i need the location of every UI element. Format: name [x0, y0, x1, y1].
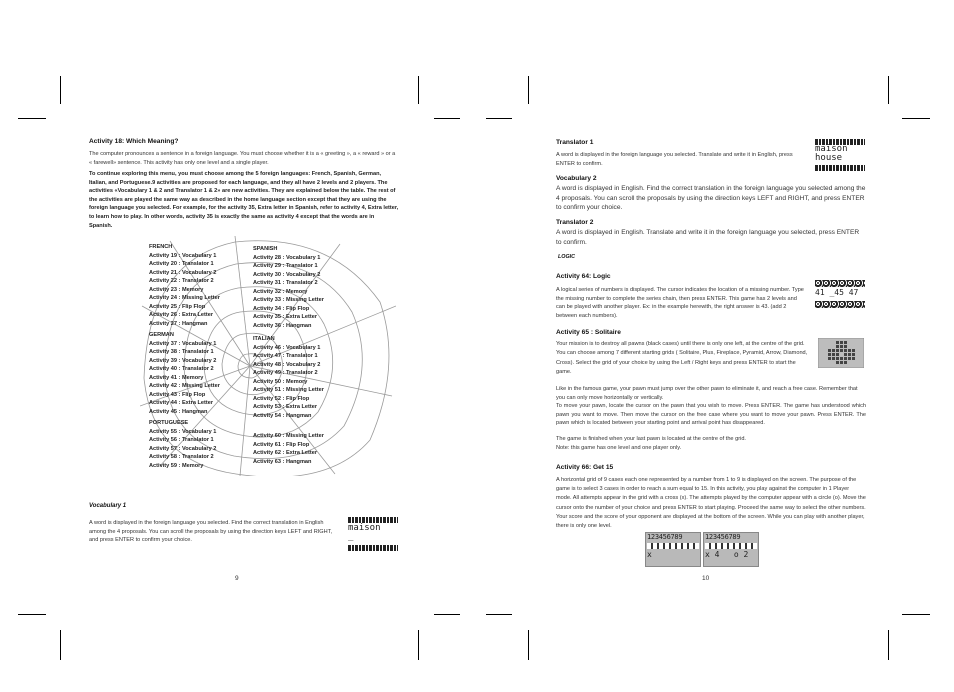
vocabulary-2-text: A word is displayed in English. Find the correct translation in the foreign language you selected among the 4 proposals. You can scroll the proposals by using the direction keys LEFT and RIGHT, and press ENTER to confirm your choice.: [556, 185, 866, 212]
french-item: Activity 22 : Translator 2: [149, 278, 214, 284]
crop-mark: [18, 118, 46, 119]
page-number-10: 10: [702, 575, 710, 582]
screen-score: x 4 o 2: [705, 550, 749, 559]
screen-icon-row: [815, 280, 865, 287]
vocabulary-1-title: Vocabulary 1: [89, 503, 127, 509]
french-item: Activity 25 : Flip Flop: [149, 303, 206, 310]
activity-65-text-4: The game is finished when your last pawn is located at the centre of the grid.: [556, 436, 746, 442]
german-item: Activity 41 : Memory: [149, 374, 204, 381]
italian-item: Activity 51 : Missing Letter: [253, 387, 324, 393]
activity-64-title: Activity 64: Logic: [556, 273, 611, 280]
german-item: Activity 37 : Vocabulary 1: [149, 340, 217, 347]
portuguese-item: Activity 56 : Translator 1: [149, 437, 214, 443]
translator-2-title: Translator 2: [556, 219, 594, 226]
french-item: Activity 19 : Vocabulary 1: [149, 252, 217, 259]
german-title: GERMAN: [149, 332, 174, 338]
extra-item: Activity 61 : Flip Flop: [253, 441, 310, 448]
crop-mark: [888, 76, 889, 104]
screen-digits: 123456789: [705, 533, 741, 541]
activity-65-title: Activity 65 : Solitaire: [556, 329, 621, 336]
screen-icon-row: [348, 545, 398, 551]
french-item: Activity 23 : Memory: [149, 286, 204, 293]
screen-icon-row: [815, 165, 865, 171]
german-activities-list: [149, 331, 220, 416]
crop-mark: [434, 614, 460, 615]
crop-mark: [434, 118, 460, 119]
crop-mark: [528, 76, 529, 104]
continue-text: To continue exploring this menu, you must choose among the 5 foreign languages: French, Spanish, German, Italian, and Portuguese.9 activities are proposed for each language, and they all have 2 levels and 2 players. The activities «Vocabulary 1 & 2 and Translator 1 & 2» are new activities. They are explained below the table. The rest of the activities are played the same way as described in the home language section except that they are using the foreign language you selected. For example, for the activity 35, Extra letter in Spanish, refer to activity 4, Extra letter, to learn how to play. In other words, activity 35 is exactly the same as activity 4 except that the words are in Spanish.: [89, 171, 399, 229]
screen-series: 41 _45 47: [815, 288, 859, 297]
translator-1-text: A word is displayed in the foreign language you selected. Translate and write it in English, press ENTER to confirm.: [556, 152, 793, 167]
german-item: Activity 39 : Vocabulary 2: [149, 357, 217, 364]
activity-18-text: The computer pronounces a sentence in a foreign language. You must choose whether it is a « greeting », a « reward » or a « farewell» sentence. This activity has only one level and a single player.: [89, 151, 396, 166]
crop-mark: [60, 76, 61, 104]
german-item: Activity 40 : Translator 2: [149, 366, 214, 372]
italian-item: Activity 48 : Vocabulary 2: [253, 361, 321, 368]
activity-65-text-3: To move your pawn, locate the cursor on the pawn that you wish to move. Press ENTER. The game has understood which pawn you want to move. Then move the cursor on the free case where you want to move your pawn. Press ENTER. The pawn which is located between your starting point and arrival point has disappeared.: [556, 403, 866, 427]
italian-item: Activity 46 : Vocabulary 1: [253, 344, 321, 351]
vocabulary-1-text: A word is displayed in the foreign language you selected. Find the correct translation in English among the 4 proposals. You can scroll the proposals by using the direction keys LEFT and RIGHT, and press ENTER to confirm your choice.: [89, 520, 333, 544]
crop-mark: [418, 76, 419, 104]
screen-word: maison: [815, 144, 848, 154]
activity-66-title: Activity 66: Get 15: [556, 464, 614, 471]
spanish-item: Activity 35 : Extra Letter: [253, 314, 318, 320]
translator-1-screen: [815, 139, 865, 179]
italian-item: Activity 54 : Hangman: [253, 412, 312, 419]
french-item: Activity 20 : Translator 1: [149, 261, 214, 267]
german-item: Activity 43 : Flip Flop: [149, 391, 206, 398]
activity-65-text-1: Your mission is to destroy all pawns (black cases) until there is only one left, at the centre of the grid. You can choose among 7 different starting grids ( Solitaire, Plus, Fireplace, Pyramid, Arrow, Diamond, Cross). Select the grid of your choice by using the Left / Right keys and press ENTER to start the game.: [556, 341, 808, 376]
portuguese-title: PORTUGUESE: [149, 420, 189, 426]
crop-mark: [902, 614, 930, 615]
extra-item: Activity 60 : Missing Letter: [253, 433, 324, 439]
logic-section-label: LOGIC: [558, 254, 576, 260]
portuguese-item: Activity 57 : Vocabulary 2: [149, 445, 217, 452]
italian-title: ITALIAN: [253, 336, 275, 342]
crop-mark: [528, 630, 529, 660]
spanish-item: Activity 36 : Hangman: [253, 322, 312, 329]
screen-word: maison: [348, 523, 381, 533]
spanish-item: Activity 32 : Memory: [253, 288, 308, 295]
activity-64-screen: [815, 280, 865, 316]
crop-mark: [486, 118, 512, 119]
spanish-item: Activity 29 : Translator 1: [253, 263, 318, 269]
crop-mark: [18, 614, 46, 615]
get-15-screen-1: [645, 532, 701, 567]
italian-item: Activity 49 : Translator 2: [253, 370, 318, 376]
french-item: Activity 27 : Hangman: [149, 320, 208, 327]
extra-item: Activity 63 : Hangman: [253, 458, 312, 465]
activity-18-title: Activity 18: Which Meaning?: [89, 138, 179, 145]
activity-65-text-2: Like in the famous game, your pawn must jump over the other pawn to eliminate it, and reach a free case. Remember that you can only move horizontally or vertically.: [556, 386, 858, 401]
vocabulary-2-title: Vocabulary 2: [556, 175, 597, 182]
italian-item: Activity 53 : Extra Letter: [253, 404, 318, 410]
vocabulary-1-screen: [348, 517, 398, 557]
german-item: Activity 38 : Translator 1: [149, 349, 214, 355]
italian-item: Activity 52 : Flip Flop: [253, 395, 310, 402]
crop-mark: [60, 630, 61, 660]
italian-item: Activity 47 : Translator 1: [253, 353, 318, 359]
portuguese-item: Activity 55 : Vocabulary 1: [149, 428, 217, 435]
french-item: Activity 21 : Vocabulary 2: [149, 269, 217, 276]
spanish-item: Activity 33 : Missing Letter: [253, 297, 324, 303]
extra-item: Activity 62 : Extra Letter: [253, 450, 318, 456]
page-number-9: 9: [235, 575, 239, 582]
german-item: Activity 44 : Extra Letter: [149, 400, 214, 406]
screen-translation: house: [815, 153, 843, 163]
german-item: Activity 45 : Hangman: [149, 408, 208, 415]
activity-65-text-5: Note: this game has one level and one player only.: [556, 445, 682, 451]
french-item: Activity 24 : Missing Letter: [149, 295, 220, 301]
screen-digits: 123456789: [647, 533, 683, 541]
spanish-item: Activity 31 : Translator 2: [253, 280, 318, 286]
spanish-activities-list: [253, 245, 324, 330]
crop-mark: [902, 118, 930, 119]
extra-activities-list: [253, 432, 324, 466]
screen-score: x: [647, 550, 652, 559]
crop-mark: [418, 630, 419, 660]
spanish-item: Activity 30 : Vocabulary 2: [253, 271, 321, 278]
crop-mark: [888, 630, 889, 660]
spanish-item: Activity 34 : Flip Flop: [253, 305, 310, 312]
translator-2-text: A word is displayed in English. Translate and write it in the foreign language you selected, press ENTER to confirm.: [556, 229, 860, 246]
crop-mark: [486, 614, 512, 615]
italian-item: Activity 50 : Memory: [253, 378, 308, 385]
translator-1-title: Translator 1: [556, 139, 594, 146]
screen-icon-row: [815, 301, 865, 308]
french-activities-list: [149, 243, 220, 328]
solitaire-screen: [818, 338, 864, 368]
french-item: Activity 26 : Extra Letter: [149, 312, 214, 318]
activity-66-text: A horizontal grid of 9 cases each one represented by a number from 1 to 9 is displayed on the screen. The purpose of the game is to select 3 cases in order to reach a sum equal to 15. In this activity, you play against the computer in 1 Player mode. All attempts appear in the grid with a cross (x). The attempts played by the computer appear with a circle (o). Move the cursor onto the number of your choice and press ENTER to start playing. Proceed the same way to select the other numbers. Your score and the score of your opponent are displayed at the bottom of the screen. While you can play with another player, there is only one level.: [556, 477, 866, 530]
french-title: FRENCH: [149, 244, 173, 250]
activity-64-text: A logical series of numbers is displayed. The cursor indicates the location of a missing number. Type the missing number to complete the series chain, then press ENTER. This game has 2 levels and can be played with another player. Ex: in the example herewith, the right answer is 43. (add 2 between each numbers).: [556, 287, 804, 319]
spanish-title: SPANISH: [253, 246, 278, 252]
get-15-screen-2: [703, 532, 759, 567]
portuguese-activities-list: [149, 419, 216, 470]
spanish-item: Activity 28 : Vocabulary 1: [253, 254, 321, 261]
portuguese-item: Activity 58 : Translator 2: [149, 454, 214, 460]
screen-cursor: _: [348, 532, 354, 542]
italian-activities-list: [253, 335, 324, 420]
portuguese-item: Activity 59 : Memory: [149, 462, 204, 469]
german-item: Activity 42 : Missing Letter: [149, 383, 220, 389]
